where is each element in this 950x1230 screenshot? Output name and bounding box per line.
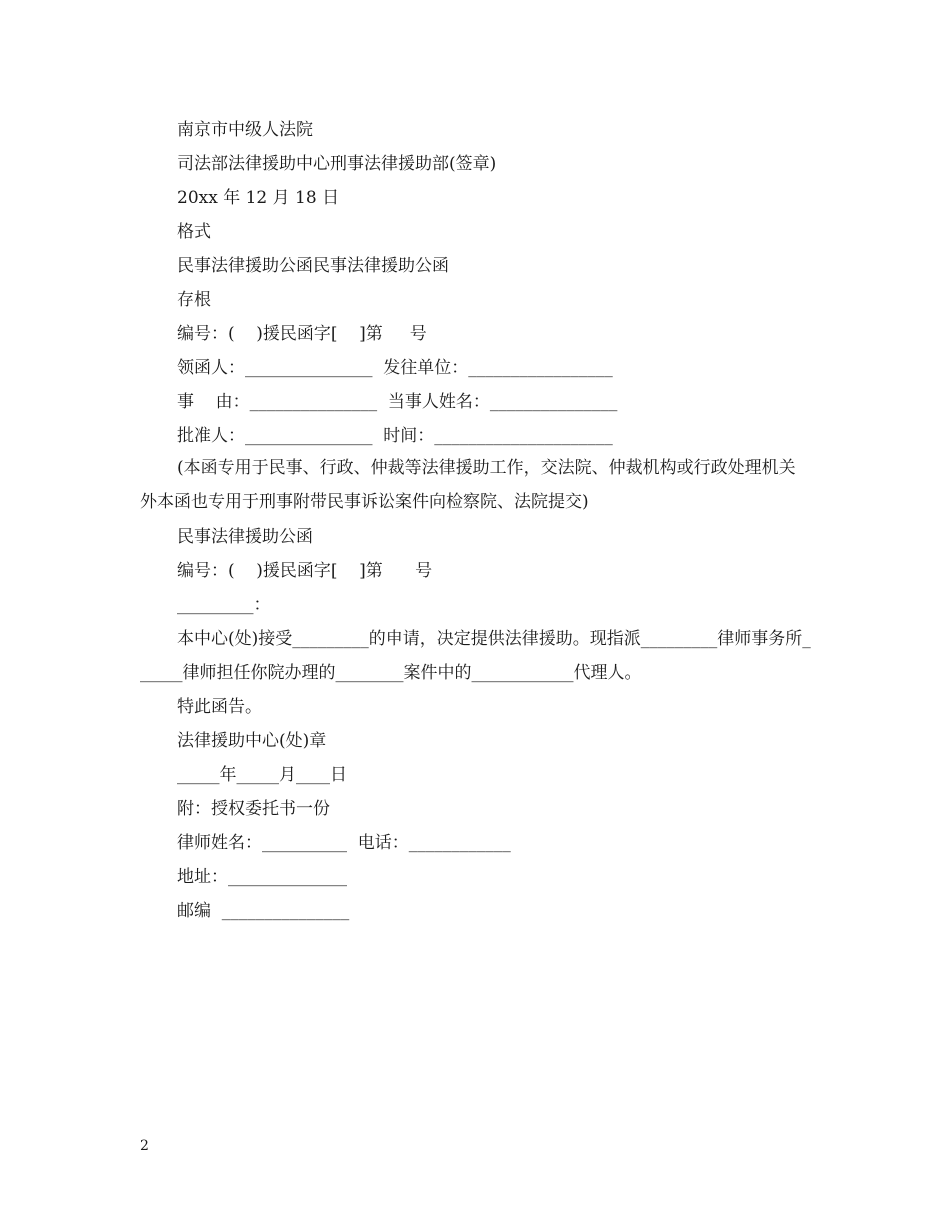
attachment-line: 附：授权委托书一份 [177, 799, 330, 819]
format-heading: 格式 [177, 222, 211, 242]
stub-reason-and-party: 事 由：_______________ 当事人姓名：_______________ [177, 392, 618, 412]
assignment-paragraph: 本中心(处)接受_________的申请，决定提供法律援助。现指派_________律师事务所______律师担任你院办理的________案件中的____________代理人。 [140, 629, 811, 683]
addressee-line: _________： [177, 595, 271, 615]
court-name: 南京市中级人法院 [177, 120, 313, 140]
letter-title-duplicate: 民事法律援助公函民事法律援助公函 [177, 256, 449, 276]
issuing-department: 司法部法律援助中心刑事法律援助部(签章) [177, 154, 497, 174]
seal-line: 法律援助中心(处)章 [177, 731, 327, 751]
stub-approver-and-time: 批准人：_______________ 时间：_____________________ [177, 426, 613, 446]
page-number: 2 [140, 1138, 149, 1154]
address-line: 地址：______________ [177, 867, 347, 887]
usage-note-paragraph: (本函专用于民事、行政、仲裁等法律援助工作，交法院、仲裁机构或行政处理机关外本函也专用于刑事附带民事诉讼案件向检察院、法院提交) [140, 458, 796, 512]
stub-serial-number: 编号：( )援民函字[ ]第 号 [177, 324, 427, 344]
stub-recipient-and-destination: 领函人：_______________ 发往单位：_________________ [177, 358, 613, 378]
date-line: _____年_____月____日 [177, 765, 347, 785]
postal-code-line: 邮编 _______________ [177, 901, 350, 921]
issue-date: 20xx 年 12 月 18 日 [177, 188, 340, 208]
stub-heading: 存根 [177, 290, 211, 310]
letter-title: 民事法律援助公函 [177, 527, 313, 547]
closing-notice: 特此函告。 [177, 697, 262, 717]
lawyer-name-and-phone: 律师姓名：__________ 电话：____________ [177, 833, 511, 853]
letter-serial-number: 编号：( )援民函字[ ]第 号 [177, 561, 433, 581]
